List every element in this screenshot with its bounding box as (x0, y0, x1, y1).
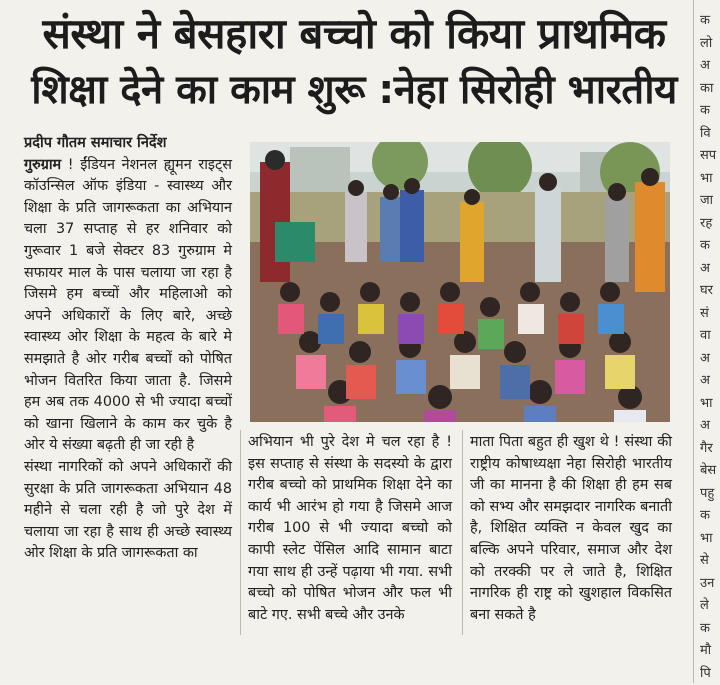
news-photo-children-gathering (250, 142, 670, 422)
strip-line: सं (700, 303, 720, 326)
strip-line: जा (700, 190, 720, 213)
strip-line: सप (700, 145, 720, 168)
column-divider-1 (240, 430, 241, 635)
strip-line: उन (700, 573, 720, 596)
adjacent-article-strip (700, 10, 720, 685)
strip-line: वि (700, 123, 720, 146)
strip-line: अ (700, 348, 720, 371)
strip-line: गैर (700, 438, 720, 461)
strip-line: से (700, 550, 720, 573)
strip-line: लो (700, 33, 720, 56)
column-1-text-1: ! ईंडियन नेशनल ह्यूमन राइट्स कॉउन्सिल ऑफ इंडिया - स्वास्थ्य और शिक्षा के प्रति जागरूकता का अभियान चला 37 सप्ताह से हर शनिवार को गुरूवार 1 बजे सेक्टर 83 गुरुग्राम मे सफायर माल के पास चलाया जा रहा है जिसमे हम बच्चों और महिलाओ को अपने अधिकारों के लिए बारे, अच्छे स्वास्थ्य ओर शिक्षा के महत्व के बारे मे समझाते है ओर गरीब बच्चों को पोषित भोजन वितरित किया जाता है. जिसमे हम अब तक 4000 से भी ज्यादा बच्चों को खाना खिलाने के काम कर चुके है ओर ये संख्या बढ़ती ही जा रही है (24, 157, 232, 454)
column-1-paragraph-1 (24, 155, 232, 457)
article-column-1 (24, 133, 232, 565)
byline: प्रदीप गौतम समाचार निर्देश (24, 133, 232, 155)
strip-line: क (700, 10, 720, 33)
strip-line: बेस (700, 460, 720, 483)
strip-line: मौ (700, 640, 720, 663)
strip-line: भा (700, 168, 720, 191)
strip-line: रह (700, 213, 720, 236)
strip-line: अ (700, 370, 720, 393)
strip-line: क (700, 235, 720, 258)
headline-line-1: संस्था ने बेसहारा बच्चो को किया प्राथमिक (18, 6, 690, 62)
article-column-3: माता पिता बहुत ही खुश थे ! संस्था की राष्ट्रीय कोषाध्यक्षा नेहा सिरोही भारतीय जी का मानना है की शिक्षा ही हम सब को सभ्य और समझदार नागरिक बनाती है, शिक्षित व्यक्ति न केवल खुद का बल्कि अपने परिवार, समाज और देश को तरक्की पर ले जाते है, शिक्षित नागरिक ही राष्ट्र को खुशहाल विकसित बना सकते है (470, 432, 672, 626)
strip-line: अ (700, 55, 720, 78)
strip-line: वा (700, 325, 720, 348)
strip-line: अ (700, 415, 720, 438)
strip-line: ले (700, 595, 720, 618)
headline (18, 6, 690, 118)
article-column-2: अभियान भी पुरे देश मे चल रहा है ! इस सप्ताह से संस्था के सदस्यो के द्वारा गरीब बच्चो को प्राथमिक शिक्षा देने का कार्य भी आरंभ हो गया है जिसमे आज गरीब 100 से भी ज्यादा बच्चो को कापी स्लेट पेंसिल आदि सामान बाटा गया साथ ही उन्हें पढ़ाया भी गया. सभी बच्चो को पोषित भोजन और फल भी बाटे गए. सभी बच्चे और उनके (248, 432, 452, 626)
dateline: गुरुग्राम (24, 157, 61, 173)
column-divider-2 (462, 430, 463, 635)
column-1-paragraph-2: संस्था नागरिकों को अपने अधिकारों की सुरक्षा के प्रति जागरूकता अभियान 48 महीने से चला रही है जो पुरे देश में चलाया जा रहा है साथ ही अच्छे स्वास्थ्य ओर शिक्षा के प्रति जागरूकता का (24, 457, 232, 565)
strip-line: क (700, 618, 720, 641)
strip-line: घर (700, 280, 720, 303)
strip-line: पि (700, 663, 720, 685)
photo-illustration (250, 142, 670, 422)
strip-line: क (700, 100, 720, 123)
strip-line: क (700, 505, 720, 528)
strip-line: भा (700, 393, 720, 416)
headline-line-2: शिक्षा देने का काम शुरू :नेहा सिरोही भारतीय (18, 62, 690, 118)
strip-line: अ (700, 258, 720, 281)
strip-line: का (700, 78, 720, 101)
strip-line: भा (700, 528, 720, 551)
right-column-divider (693, 0, 694, 683)
strip-line: पहु (700, 483, 720, 506)
